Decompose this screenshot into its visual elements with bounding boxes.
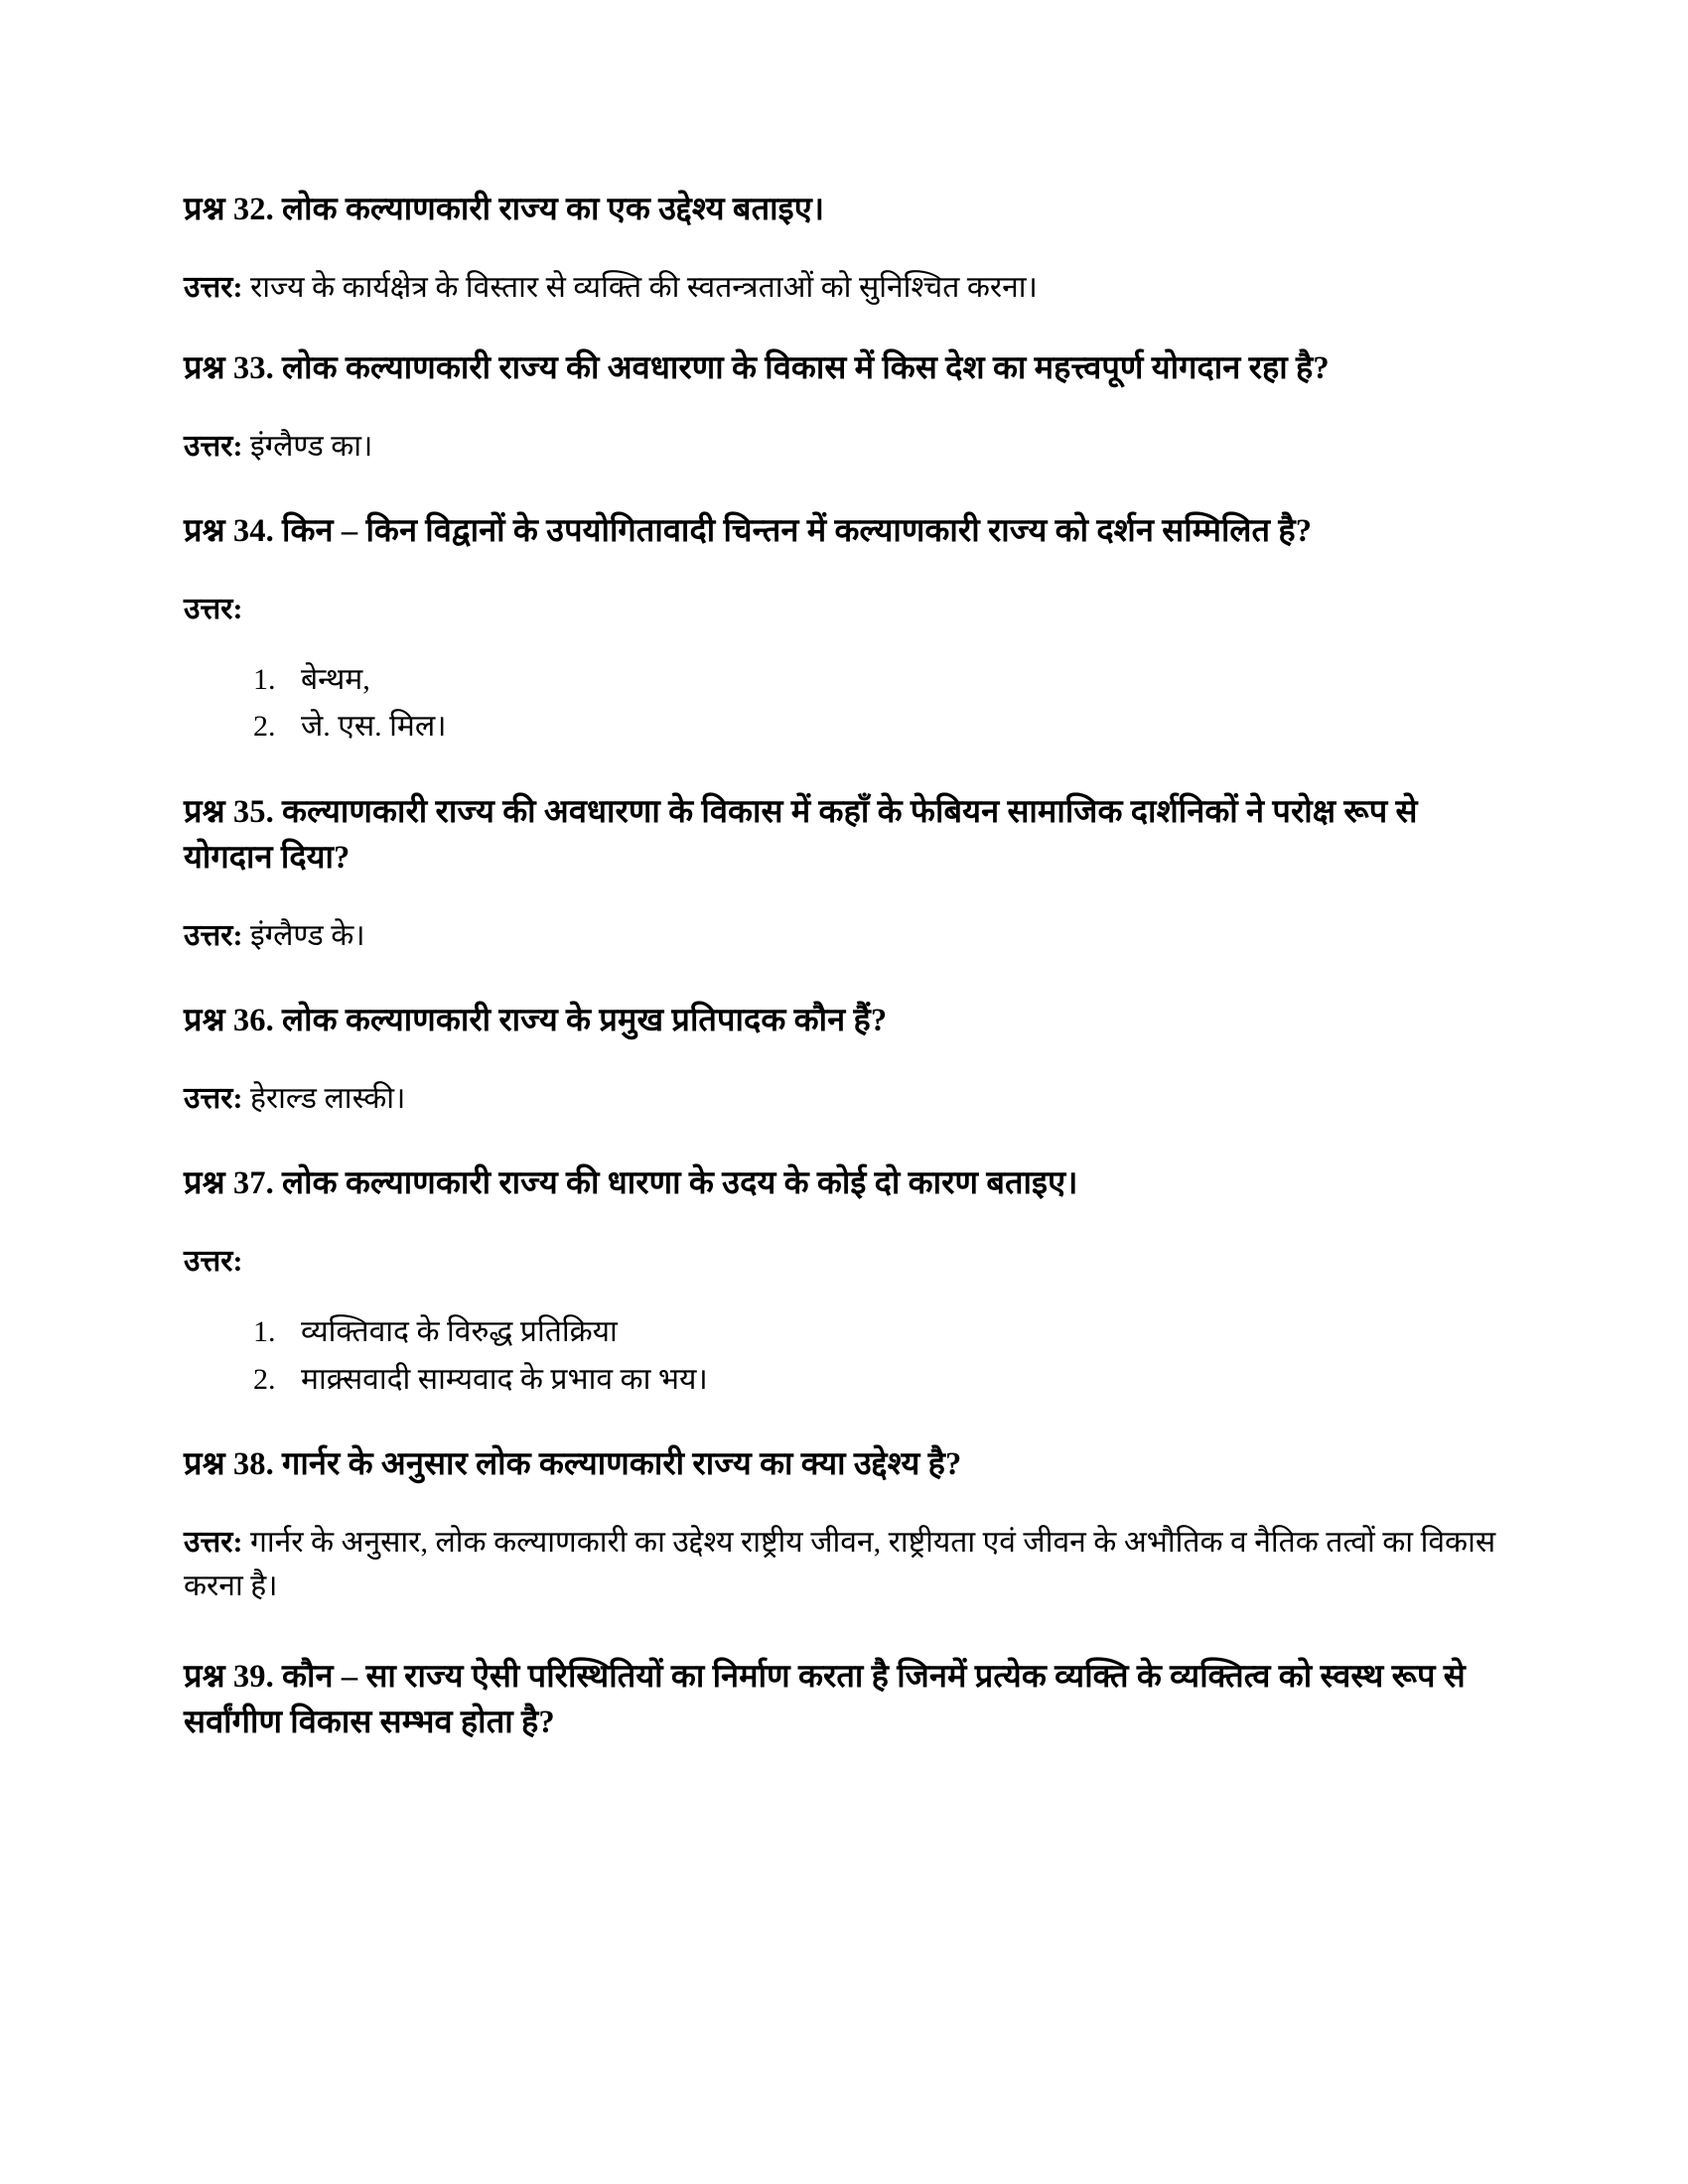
list-item: 1. व्यक्तिवाद के विरुद्ध प्रतिक्रिया: [283, 1309, 1504, 1355]
list-item: 2. जे. एस. मिल।: [283, 704, 1504, 750]
answer-list-37: [184, 1309, 1504, 1402]
answer-label-38: उत्तर:: [184, 1526, 243, 1560]
question-block-36: [184, 998, 1504, 1043]
question-block-38: [184, 1441, 1504, 1487]
answer-block-36: [184, 1077, 1504, 1121]
answer-block-38: [184, 1521, 1504, 1608]
answer-paragraph-36: [184, 1077, 1504, 1121]
question-block-32: [184, 187, 1504, 232]
answer-label-32: उत्तर:: [184, 271, 243, 305]
answer-label-36: उत्तर:: [184, 1082, 243, 1116]
answer-label-34: उत्तर:: [184, 593, 243, 626]
question-heading-36: प्रश्न 36. लोक कल्याणकारी राज्य के प्रमुख प्रतिपादक कौन हैं?: [184, 1003, 888, 1039]
question-heading-38: प्रश्न 38. गार्नर के अनुसार लोक कल्याणकारी राज्य का क्या उद्देश्य है?: [184, 1446, 962, 1483]
question-heading-37: प्रश्न 37. लोक कल्याणकारी राज्य की धारणा के उदय के कोई दो कारण बताइए।: [184, 1165, 1078, 1202]
answer-label-33: उत्तर:: [184, 430, 243, 464]
question-block-37: [184, 1160, 1504, 1206]
question-heading-35: प्रश्न 35. कल्याणकारी राज्य की अवधारणा के विकास में कहाँ के फेबियन सामाजिक दार्शनिकों ने परोक्ष रूप से योगदान दिया?: [184, 794, 1418, 877]
answer-paragraph-35: [184, 914, 1504, 958]
question-block-39: [184, 1654, 1504, 1745]
question-block-33: [184, 345, 1504, 391]
document-content: [184, 187, 1504, 1745]
answer-text-32: राज्य के कार्यक्षेत्र के विस्तार से व्यक्ति की स्वतन्त्रताओं को सुनिश्चित करना।: [249, 271, 1038, 305]
answer-paragraph-33: [184, 425, 1504, 469]
answer-list-34: [184, 657, 1504, 750]
question-heading-32: प्रश्न 32. लोक कल्याणकारी राज्य का एक उद्देश्य बताइए।: [184, 192, 825, 227]
answer-block-33: [184, 425, 1504, 469]
question-heading-33: प्रश्न 33. लोक कल्याणकारी राज्य की अवधारणा के विकास में किस देश का महत्त्वपूर्ण योगदान रहा है?: [184, 349, 1330, 386]
answer-block-32: [184, 266, 1504, 310]
question-block-35: [184, 789, 1504, 881]
answer-text-35: इंग्लैण्ड के।: [249, 919, 365, 953]
answer-text-36: हेराल्ड लास्की।: [249, 1082, 406, 1116]
answer-block-35: [184, 914, 1504, 958]
answer-label-35: उत्तर:: [184, 919, 243, 953]
question-block-34: [184, 508, 1504, 554]
question-heading-34: प्रश्न 34. किन – किन विद्वानों के उपयोगितावादी चिन्तन में कल्याणकारी राज्य को दर्शन सम्मिलित है?: [184, 512, 1313, 549]
answer-text-38: गार्नर के अनुसार, लोक कल्याणकारी का उद्देश्य राष्ट्रीय जीवन, राष्ट्रीयता एवं जीवन के अभौतिक व नैतिक तत्वों का विकास करना है।: [184, 1526, 1496, 1603]
list-item: 2. माक्र्सवादी साम्यवाद के प्रभाव का भय।: [283, 1357, 1504, 1403]
answer-label-37: उत्तर:: [184, 1245, 243, 1279]
answer-text-33: इंग्लैण्ड का।: [249, 430, 373, 464]
answer-paragraph-32: [184, 266, 1504, 310]
list-item: 1. बेन्थम,: [283, 657, 1504, 703]
answer-paragraph-38: [184, 1521, 1504, 1608]
question-heading-39: प्रश्न 39. कौन – सा राज्य ऐसी परिस्थितियों का निर्माण करता है जिनमें प्रत्येक व्यक्ति के व्यक्तित्व को स्वस्थ रूप से सर्वांगीण विकास सम्भव होता है?: [184, 1658, 1466, 1741]
